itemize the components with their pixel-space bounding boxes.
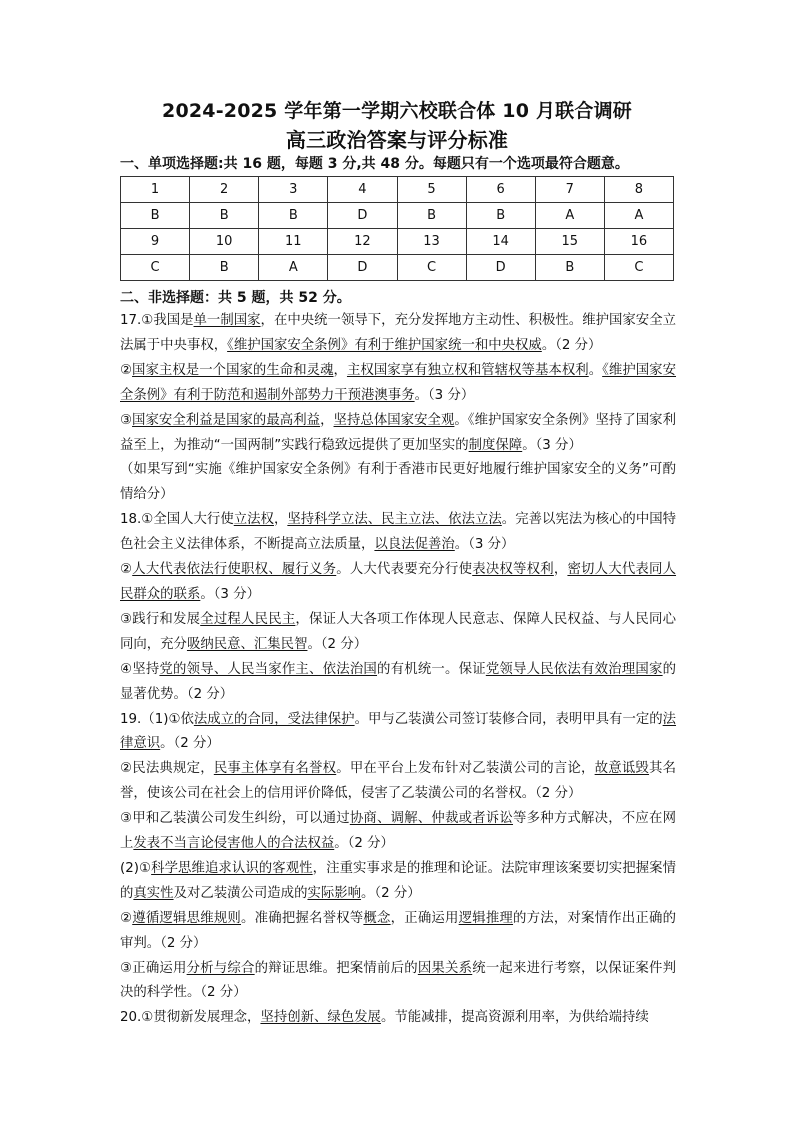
answer-text: 的显著优势。（2 分） (120, 661, 676, 702)
answer-text: 。 (588, 362, 603, 378)
key-point-underlined: 法成立的合同，受法律保护 (193, 711, 355, 727)
key-point-underlined: 科学思维追求认识的客观性 (151, 860, 313, 876)
answer-text: ② (120, 362, 133, 378)
answer-paragraph (120, 608, 676, 658)
answer-text: 。（2 分） (361, 885, 421, 901)
answer-text: ，在中央统一领导下，充分发挥地方主动性、积极性。维护国家安全立法属于中央事权， (120, 313, 676, 353)
answer-paragraph (120, 409, 676, 459)
answer-text: 。（2 分） (160, 736, 220, 752)
answer-paragraph (120, 1006, 676, 1031)
answer-paragraph (120, 508, 676, 558)
answer-text: 。《维护国家安全条例》坚持了国家利益至上，为推动“一国两制”实践行稳致远提供了更加坚实的 (120, 412, 677, 453)
document-title: 2024-2025 学年第一学期六校联合体 10 月联合调研 (162, 100, 632, 122)
key-point-underlined: 密切人大代表同人民群众的联系 (120, 562, 677, 602)
answer-text: ② (120, 562, 133, 578)
key-point-underlined: 遵循逻辑思维规则 (132, 910, 242, 926)
key-point-underlined: 真实性 (133, 885, 174, 901)
question-number-cell: 14 (466, 229, 535, 255)
answer-text: ②民法典规定， (120, 761, 214, 777)
question-number-cell: 12 (328, 229, 397, 255)
answer-text: 。节能减排，提高资源利用率，为供给端持续 (380, 1010, 649, 1026)
answer-text: 的方法，对案情作出正确的审判。（2 分） (120, 910, 677, 951)
key-point-underlined: 表决权等权利 (472, 562, 554, 578)
document-subtitle: 高三政治答案与评分标准 (285, 128, 509, 152)
answer-cell: D (328, 203, 397, 229)
question-number-cell: 3 (259, 177, 328, 203)
answer-paragraph (120, 458, 676, 508)
answer-text: 的有机统一。保证 (377, 661, 486, 677)
question-number-cell: 7 (535, 177, 604, 203)
key-point-underlined: 坚持总体国家安全观 (333, 412, 455, 428)
answer-text: ③践行和发展 (120, 611, 201, 627)
answer-text: 19.（1)①依 (120, 711, 194, 727)
section-1-heading: 一、单项选择题:共 16 题，每题 3 分,共 48 分。每题只有一个选项最符合题意。 (120, 156, 629, 172)
key-point-underlined: 分析与综合 (186, 960, 255, 976)
answer-cell: C (121, 255, 190, 281)
answer-cell: B (259, 203, 328, 229)
answer-table-row (121, 255, 674, 281)
answer-text: ，注重实事求是的推理和论证。法院审理该案要切实把握案情的 (120, 860, 677, 901)
question-number-cell: 9 (121, 229, 190, 255)
answer-key-table (120, 176, 674, 281)
question-number-cell: 10 (190, 229, 259, 255)
section-2-heading: 二、非选择题：共 5 题，共 52 分。 (120, 290, 351, 306)
answer-paragraph (120, 957, 676, 1007)
answer-text: 及对乙装潢公司造成的 (173, 885, 308, 901)
answer-text: ② (120, 910, 133, 926)
answer-paragraph (120, 558, 676, 608)
question-number-cell: 13 (397, 229, 466, 255)
answer-cell: C (397, 255, 466, 281)
key-point-underlined: 实际影响 (307, 885, 362, 901)
answer-text: ④坚持 (120, 661, 160, 677)
answer-paragraph (120, 708, 676, 758)
answer-text: 。（2 分） (541, 337, 602, 353)
answer-text: 其名誉，使该公司在社会上的信用评价降低，侵害了乙装潢公司的名誉权。（2 分） (120, 761, 677, 802)
answer-cell: A (535, 203, 604, 229)
question-number-cell: 8 (604, 177, 673, 203)
key-point-underlined: 故意诋毁 (594, 761, 650, 777)
answer-table-row (121, 229, 674, 255)
answer-table-row (121, 177, 674, 203)
answer-cell: A (604, 203, 673, 229)
key-point-underlined: 立法权 (233, 512, 274, 528)
key-point-underlined: 坚持科学立法、民主立法、依法立法 (287, 512, 502, 528)
answer-text: (2)① (120, 860, 152, 876)
answer-paragraph (120, 359, 676, 409)
key-point-underlined: 人大代表依法行使职权、履行义务 (132, 562, 337, 578)
key-point-underlined: 概念 (363, 910, 391, 926)
question-number-cell: 15 (535, 229, 604, 255)
answer-cell: B (190, 255, 259, 281)
key-point-underlined: 法律意识 (120, 711, 677, 752)
answer-text: 。甲在平台上发布针对乙装潢公司的言论， (336, 761, 595, 777)
answer-text: 。准确把握名誉权等 (241, 910, 364, 926)
answer-cell: B (466, 203, 535, 229)
key-point-underlined: 因果关系 (417, 960, 473, 976)
key-point-underlined: 《维护国家安全条例》有利于维护国家统一和中央权威 (227, 337, 542, 353)
question-number-cell: 2 (190, 177, 259, 203)
key-point-underlined: 国家安全利益是国家的最高利益 (132, 412, 321, 428)
question-number-cell: 16 (604, 229, 673, 255)
answer-paragraph (120, 807, 676, 857)
answer-paragraph (120, 658, 676, 708)
answer-paragraph (120, 309, 676, 359)
answer-text: （如果写到“实施《维护国家安全条例》有利于香港市民更好地履行维护国家安全的义务”可酌情给分） (120, 462, 676, 503)
key-point-underlined: 党的领导、人民当家作主、依法治国 (159, 661, 378, 677)
question-number-cell: 1 (121, 177, 190, 203)
answer-text: ， (553, 562, 568, 578)
answer-cell: A (259, 255, 328, 281)
answer-cell: B (121, 203, 190, 229)
key-point-underlined: 以良法促善治 (374, 537, 455, 553)
key-point-underlined: 国家主权是一个国家的生命和灵魂 (132, 362, 334, 378)
key-point-underlined: 发表不当言论侵害他人的合法权益 (133, 836, 335, 852)
answer-paragraph (120, 907, 676, 957)
answer-text: 的辩证思维。把案情前后的 (254, 960, 418, 976)
answer-text: 17.①我国是 (120, 313, 194, 328)
answer-text: 等多种方式解决，不应在网上 (120, 811, 677, 852)
answer-cell: D (328, 255, 397, 281)
answer-text: 。（2 分） (334, 836, 394, 852)
answer-text: 。甲与乙装潢公司签订装修合同，表明甲具有一定的 (354, 711, 663, 727)
answer-text: 20.①贯彻新发展理念， (120, 1010, 261, 1026)
answer-text: 。（3 分） (522, 437, 582, 453)
answer-cell: B (190, 203, 259, 229)
answer-text: ③ (120, 412, 133, 428)
answer-content (120, 309, 676, 1031)
question-number-cell: 4 (328, 177, 397, 203)
question-number-cell: 6 (466, 177, 535, 203)
answer-cell: B (535, 255, 604, 281)
key-point-underlined: 逻辑推理 (458, 910, 514, 926)
answer-text: ，正确运用 (390, 910, 459, 926)
key-point-underlined: 党领导人民依法有效治理国家 (485, 661, 663, 677)
answer-cell: B (397, 203, 466, 229)
answer-text: 。（2 分） (307, 636, 368, 652)
answer-text: 18.①全国人大行使 (120, 512, 234, 528)
question-number-cell: 5 (397, 177, 466, 203)
key-point-underlined: 吸纳民意、汇集民智 (186, 636, 308, 652)
answer-text: 统一起来进行考察，以保证案件判决的科学性。（2 分） (120, 960, 677, 1001)
answer-paragraph (120, 857, 676, 907)
key-point-underlined: 协商、调解、仲裁或者诉讼 (349, 811, 514, 827)
answer-cell: C (604, 255, 673, 281)
answer-text: 。（3 分） (454, 537, 515, 553)
answer-text: 。（3 分） (414, 387, 475, 403)
answer-cell: D (466, 255, 535, 281)
answer-text: 。人大代表要充分行使 (336, 562, 473, 578)
answer-table-row (121, 203, 674, 229)
key-point-underlined: 坚持创新、绿色发展 (260, 1010, 381, 1026)
key-point-underlined: 主权国家享有独立权和管辖权等基本权利 (346, 362, 589, 378)
key-point-underlined: 民事主体享有名誉权 (213, 761, 337, 777)
answer-paragraph (120, 757, 676, 807)
answer-text: ③甲和乙装潢公司发生纠纷，可以通过 (120, 811, 350, 827)
answer-text: ， (320, 412, 334, 428)
question-number-cell: 11 (259, 229, 328, 255)
answer-text: ， (273, 512, 288, 528)
key-point-underlined: 单一制国家 (193, 313, 261, 328)
answer-text: ③正确运用 (120, 960, 187, 976)
answer-text: 。（3 分） (200, 586, 260, 602)
key-point-underlined: 《维护国家安全条例》有利于防范和遏制外部势力干预港澳事务 (120, 362, 677, 403)
answer-text: 。完善以宪法为核心的中国特色社会主义法律体系，不断提高立法质量， (120, 512, 677, 553)
answer-text: ，保证人大各项工作体现人民意志、保障人民权益、与人民同心同向，充分 (120, 611, 676, 652)
key-point-underlined: 全过程人民民主 (200, 611, 296, 627)
answer-text: ， (333, 362, 347, 378)
key-point-underlined: 制度保障 (468, 437, 523, 453)
